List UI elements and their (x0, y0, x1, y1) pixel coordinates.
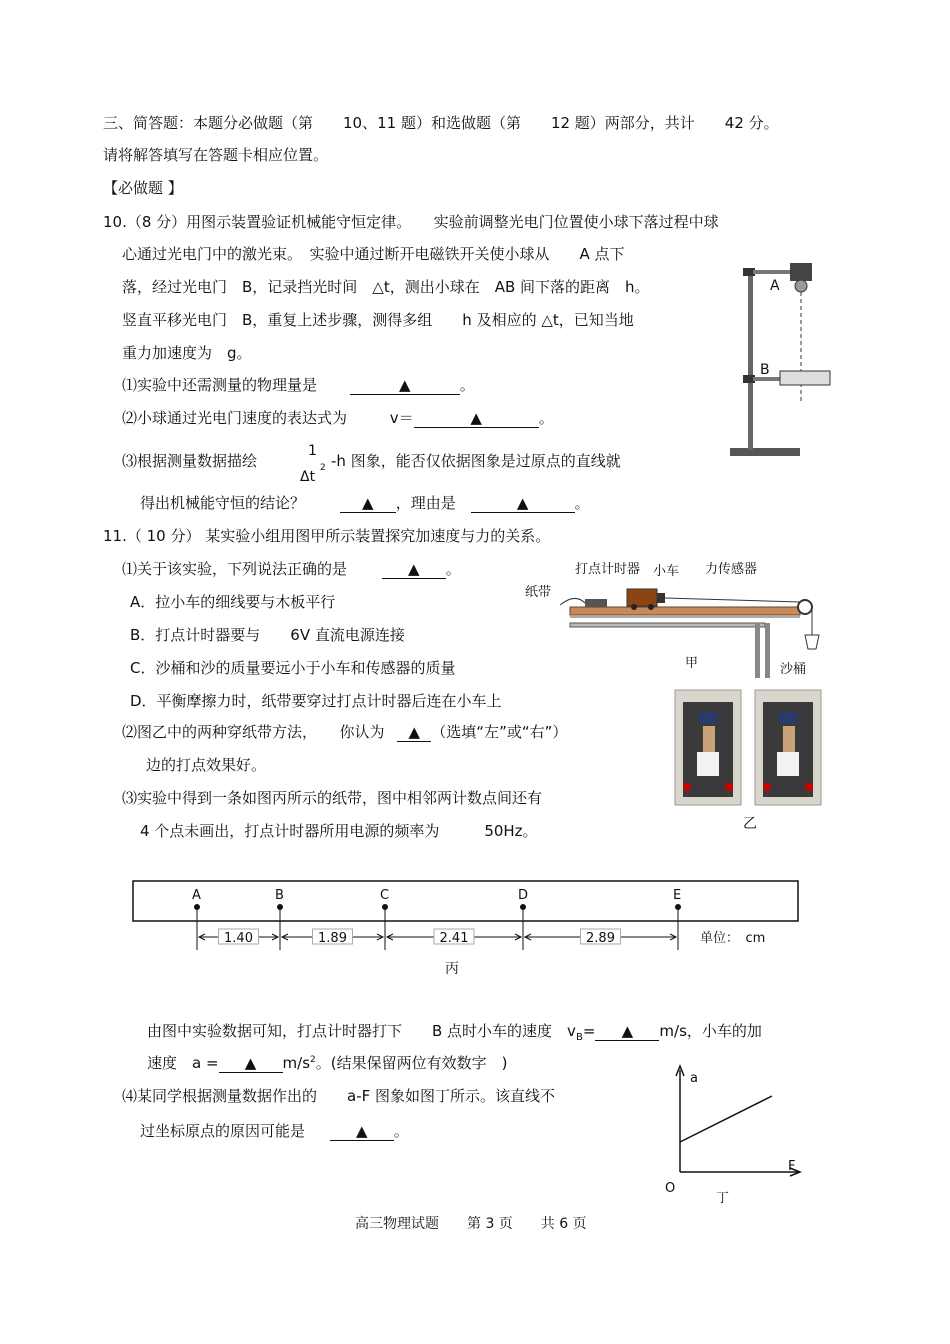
q10-fraction-exponent: 2 (320, 463, 326, 473)
blank-triangle-icon: ▲ (408, 560, 420, 578)
q10-part2-end: 。 (538, 409, 554, 427)
pulley (798, 600, 812, 614)
wooden-board (570, 607, 800, 615)
q11-accel-note: 。(结果保留两位有效数字 ) (315, 1054, 508, 1072)
q11-part1 (122, 562, 461, 579)
label-tape: 纸带 (525, 585, 552, 600)
q11-calc-text: 由图中实验数据可知，打点计时器打下 B 点时小车的速度 v (147, 1022, 576, 1040)
graph-y-label: a (690, 1071, 698, 1086)
q11-calc-equals: = (582, 1022, 596, 1040)
blank-triangle-icon: ▲ (362, 494, 374, 512)
blank-triangle-icon: ▲ (356, 1122, 368, 1140)
graph-line (680, 1096, 772, 1142)
table-top (570, 623, 765, 627)
blank-triangle-icon: ▲ (470, 409, 482, 427)
q11-calc-line2 (147, 1056, 507, 1073)
q11-fig-yi (675, 690, 825, 830)
cart-wheel-front (631, 604, 637, 610)
blank-triangle-icon: ▲ (516, 494, 529, 512)
q10-part2-answer-blank[interactable] (414, 411, 539, 428)
point-a-label: A (770, 278, 780, 294)
q11-part4: ⑷某同学根据测量数据作出的 a-F 图象如图丁所示。该直线不 (122, 1087, 556, 1105)
tape-point-label-d: D (518, 888, 529, 903)
cart-wheel-back (648, 604, 654, 610)
q10-part3-end: 。 (574, 494, 590, 512)
tape-strip (133, 881, 798, 921)
q11-part1-text: ⑴关于该实验，下列说法正确的是 (122, 560, 348, 578)
q11-part3: ⑶实验中得到一条如图丙所示的纸带，图中相邻两计数点间还有 (122, 789, 543, 807)
q11-accel-answer-blank[interactable] (219, 1056, 283, 1073)
tape-distance-value: 2.89 (586, 931, 615, 946)
graph-x-label: F (788, 1159, 796, 1174)
q11-fig-graph (660, 1060, 810, 1210)
caption-bing: 丙 (445, 961, 459, 977)
q10-part3-reason-blank[interactable] (471, 496, 575, 513)
q10-line3: 落，经过光电门 B，记录挡光时间 △t，测出小球在 AB 间下落的距离 h。 (122, 278, 650, 296)
q11-fig-jia (525, 555, 825, 680)
stand-base (730, 448, 800, 456)
tape-distance-value: 2.41 (439, 931, 469, 946)
tape-point-label-c: C (380, 888, 390, 903)
tape-point-label-a: A (192, 888, 201, 903)
label-timer: 打点计时器 (575, 562, 641, 577)
tape-distance-value: 1.40 (224, 931, 253, 946)
upper-arm (753, 270, 793, 274)
q11-calc-line1 (147, 1024, 762, 1043)
q11-part4-end: 。 (393, 1122, 409, 1140)
q10-part1-end: 。 (459, 376, 475, 394)
q10-part3-line2 (140, 496, 590, 513)
table-leg-left (755, 623, 760, 678)
timer-photo-left (675, 690, 741, 805)
q10-part2-v: v＝ (389, 409, 414, 427)
q10-line5: 重力加速度为 g。 (122, 344, 252, 362)
point-b-label: B (760, 362, 770, 378)
graph-origin-label: O (665, 1181, 676, 1196)
q10-fraction-denominator: Δt (300, 469, 316, 485)
q11-vb-unit: m/s，小车的加 (659, 1022, 762, 1040)
q11-accel-unit: m/s (282, 1054, 311, 1072)
q11-option-b: B．打点计时器要与 6V 直流电源连接 (130, 626, 405, 644)
q10-part3-answer-blank[interactable] (340, 496, 396, 513)
table-leg-right (765, 623, 770, 678)
q10-part1 (122, 378, 475, 395)
tape-distance-value: 1.89 (318, 931, 347, 946)
required-heading: 【必做题 】 (103, 179, 183, 197)
caption-ding: 丁 (716, 1191, 730, 1206)
q10-line4: 竖直平移光电门 B，重复上述步骤，测得多组 h 及相应的 △t，已知当地 (122, 311, 634, 329)
page-footer: 高三物理试题 第 3 页 共 6 页 (355, 1216, 587, 1232)
q10-line2: 心通过光电门中的激光束。 实验中通过断开电磁铁开关使小球从 A 点下 (122, 245, 625, 263)
stand-rod (748, 268, 753, 450)
q11-part2-text: ⑵图乙中的两种穿纸带方法， 你认为 (122, 723, 385, 741)
q10-apparatus-figure (720, 258, 840, 468)
section-heading: 三、简答题：本题分必做题（第 10、11 题）和选做题（第 12 题）两部分，共计 42 分。 (103, 114, 779, 132)
cart-body (627, 589, 657, 606)
q10-part2 (122, 411, 554, 428)
blank-triangle-icon: ▲ (621, 1022, 634, 1040)
q11-option-c: C．沙桶和沙的质量要远小于小车和传感器的质量 (130, 659, 456, 677)
q11-part2-line2: 边的打点效果好。 (146, 756, 267, 774)
label-sensor: 力传感器 (705, 562, 758, 577)
q10-fraction-numerator: 1 (308, 443, 317, 459)
q11-fig-tape (130, 875, 820, 980)
q10-line1: 10.（8 分）用图示装置验证机械能守恒定律。 实验前调整光电门位置使小球下落过程中球 (103, 213, 719, 231)
q11-part2-hint: （选填“左”或“右”） (431, 723, 568, 741)
timer-device (585, 599, 607, 607)
blank-triangle-icon: ▲ (244, 1054, 257, 1072)
q11-option-d: D．平衡摩擦力时，纸带要穿过打点计时器后连在小车上 (130, 692, 502, 710)
paper-tape (560, 598, 585, 605)
q11-option-a: A．拉小车的细线要与木板平行 (130, 593, 336, 611)
q11-calc-subscript: B (575, 1032, 583, 1043)
tape-point-label-e: E (673, 888, 682, 903)
timer-photo-right (755, 690, 821, 805)
caption-yi: 乙 (743, 816, 757, 832)
q11-title: 11.（ 10 分） 某实验小组用图甲所示装置探究加速度与力的关系。 (103, 527, 551, 545)
q11-part4-line2 (140, 1124, 409, 1141)
string (665, 598, 800, 602)
q10-part3-post: -h 图象，能否仅依据图象是过原点的直线就 (331, 452, 621, 470)
q10-part2-text: ⑵小球通过光电门速度的表达式为 (122, 409, 348, 427)
q10-part1-text: ⑴实验中还需测量的物理量是 (122, 376, 318, 394)
q11-part1-end: 。 (445, 560, 461, 578)
blank-triangle-icon: ▲ (399, 376, 411, 394)
photogate (780, 371, 830, 385)
q11-part4-answer-blank[interactable] (330, 1124, 394, 1141)
q11-part3-line2: 4 个点未画出，打点计时器所用电源的频率为 50Hz。 (140, 822, 538, 840)
q10-part3-reason-label: ，理由是 (395, 494, 456, 512)
q10-part1-answer-blank[interactable] (350, 378, 460, 395)
caption-jia: 甲 (685, 656, 699, 671)
q11-part2-answer-blank[interactable] (397, 725, 431, 742)
blank-triangle-icon: ▲ (408, 723, 421, 741)
q10-part3-question: 得出机械能守恒的结论？ (140, 494, 306, 512)
sand-bucket (805, 635, 819, 649)
label-bucket: 沙桶 (780, 662, 807, 677)
q11-vb-answer-blank[interactable] (595, 1024, 659, 1041)
section-instruction: 请将解答填写在答题卡相应位置。 (103, 146, 329, 164)
steel-ball (795, 280, 807, 292)
q11-accel-text: 速度 a = (147, 1054, 219, 1072)
tape-point-label-b: B (275, 888, 284, 903)
q11-part2 (122, 725, 567, 742)
tape-unit-label: 单位： cm (700, 931, 766, 946)
q11-part1-answer-blank[interactable] (382, 562, 446, 579)
q10-part3-text: ⑶根据测量数据描绘 (122, 452, 258, 470)
q11-accel-unit-exponent: 2 (310, 1055, 316, 1065)
electromagnet (790, 263, 812, 281)
q11-part4-text: 过坐标原点的原因可能是 (140, 1122, 306, 1140)
force-sensor (657, 593, 665, 603)
label-car: 小车 (653, 564, 680, 579)
